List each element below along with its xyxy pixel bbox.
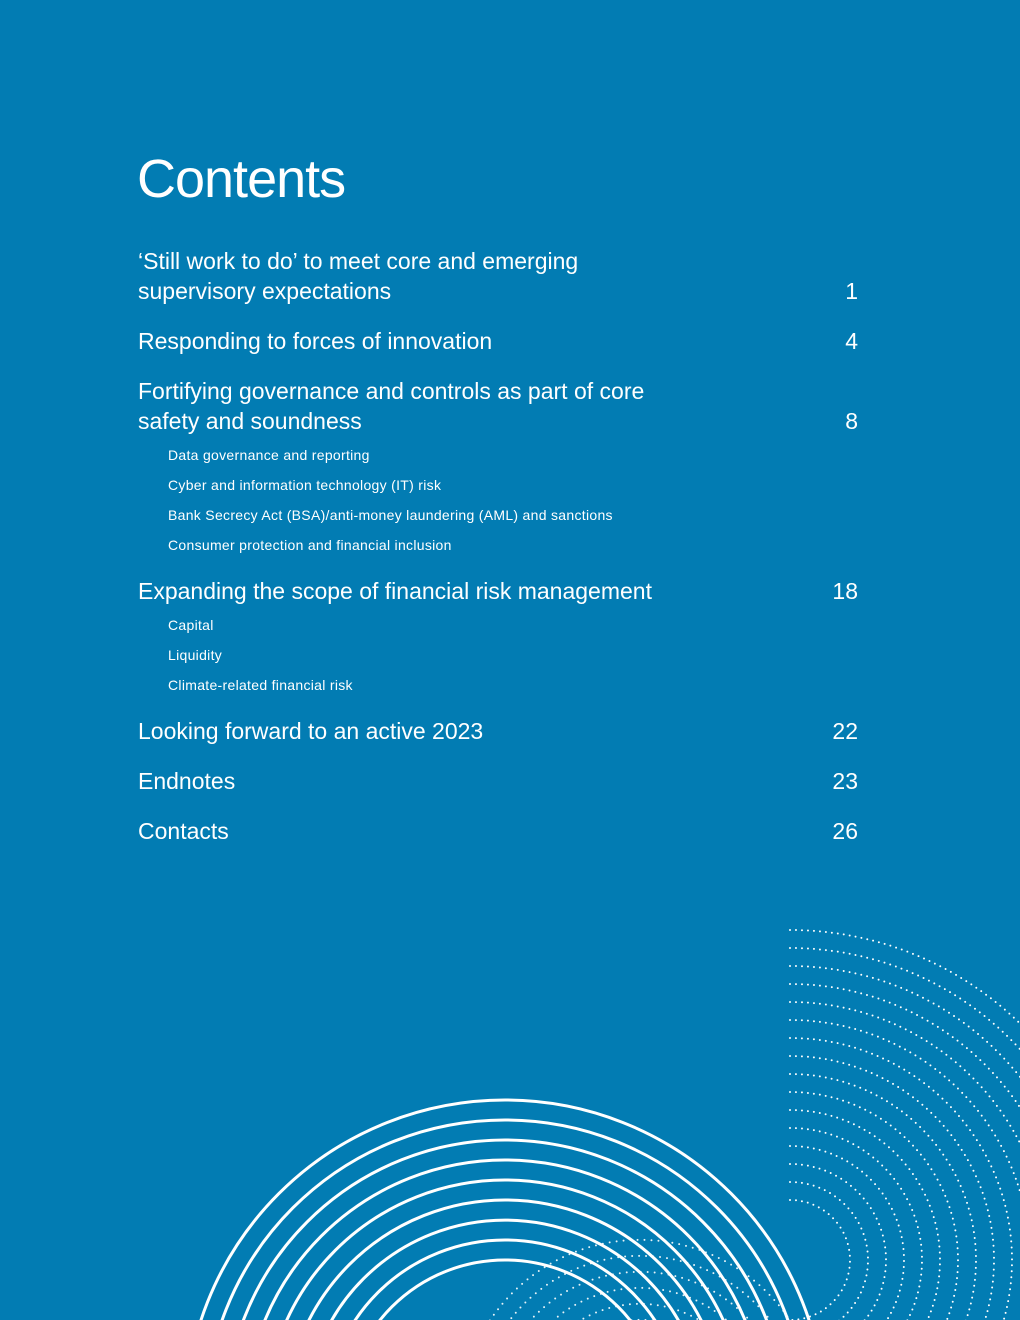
toc-entry-title: Fortifying governance and controls as part of core safety and soundness (138, 378, 645, 434)
arc-stroke (462, 1240, 818, 1320)
toc-entry-page: 18 (832, 578, 858, 604)
arc-stroke (790, 1092, 958, 1320)
page-title: Contents (137, 149, 346, 209)
dotted-concentric-arcs-icon (790, 930, 1020, 1320)
toc-subentry-cyber-it-risk[interactable]: Cyber and information technology (IT) risk (168, 477, 442, 493)
arc-stroke (790, 1200, 850, 1320)
dotted-inner-arcs-icon (462, 1240, 818, 1320)
arc-stroke (345, 1260, 665, 1320)
arc-stroke (790, 1110, 940, 1320)
toc-subentry-capital[interactable]: Capital (168, 617, 214, 633)
toc-entry-page: 8 (845, 408, 858, 434)
arc-stroke (790, 1128, 922, 1320)
arc-stroke (494, 1272, 786, 1320)
toc-subentry-climate-risk[interactable]: Climate-related financial risk (168, 677, 353, 693)
toc-entry-title: Looking forward to an active 2023 (138, 718, 484, 744)
arc-stroke (790, 1164, 886, 1320)
arc-stroke (790, 948, 1020, 1320)
arc-stroke (325, 1240, 685, 1320)
toc-entry-page: 4 (845, 328, 858, 354)
arc-stroke (790, 930, 1020, 1320)
arc-stroke (790, 1056, 994, 1320)
toc-entry-title: Contacts (138, 818, 229, 844)
arc-stroke (790, 1038, 1012, 1320)
toc-subentry-consumer-protection[interactable]: Consumer protection and financial inclusion (168, 537, 452, 553)
concentric-arcs-icon (185, 1100, 825, 1320)
toc-subentry-bsa-aml[interactable]: Bank Secrecy Act (BSA)/anti-money laundering (AML) and sanctions (168, 507, 613, 523)
toc-entry-title: Responding to forces of innovation (138, 328, 493, 354)
toc-entry-title: ‘Still work to do’ to meet core and emerging supervisory expectations (138, 248, 579, 304)
toc-entry-page: 1 (845, 278, 858, 304)
toc-entry-title: Expanding the scope of financial risk management (138, 578, 652, 604)
arc-stroke (790, 966, 1020, 1320)
toc-entry-page: 23 (832, 768, 858, 794)
toc-subentry-data-governance[interactable]: Data governance and reporting (168, 447, 370, 463)
toc-entry-page: 26 (832, 818, 858, 844)
toc-entry-title: Endnotes (138, 768, 236, 794)
toc-entry-page: 22 (832, 718, 858, 744)
toc-subentry-liquidity[interactable]: Liquidity (168, 647, 223, 663)
arc-stroke (790, 1146, 904, 1320)
